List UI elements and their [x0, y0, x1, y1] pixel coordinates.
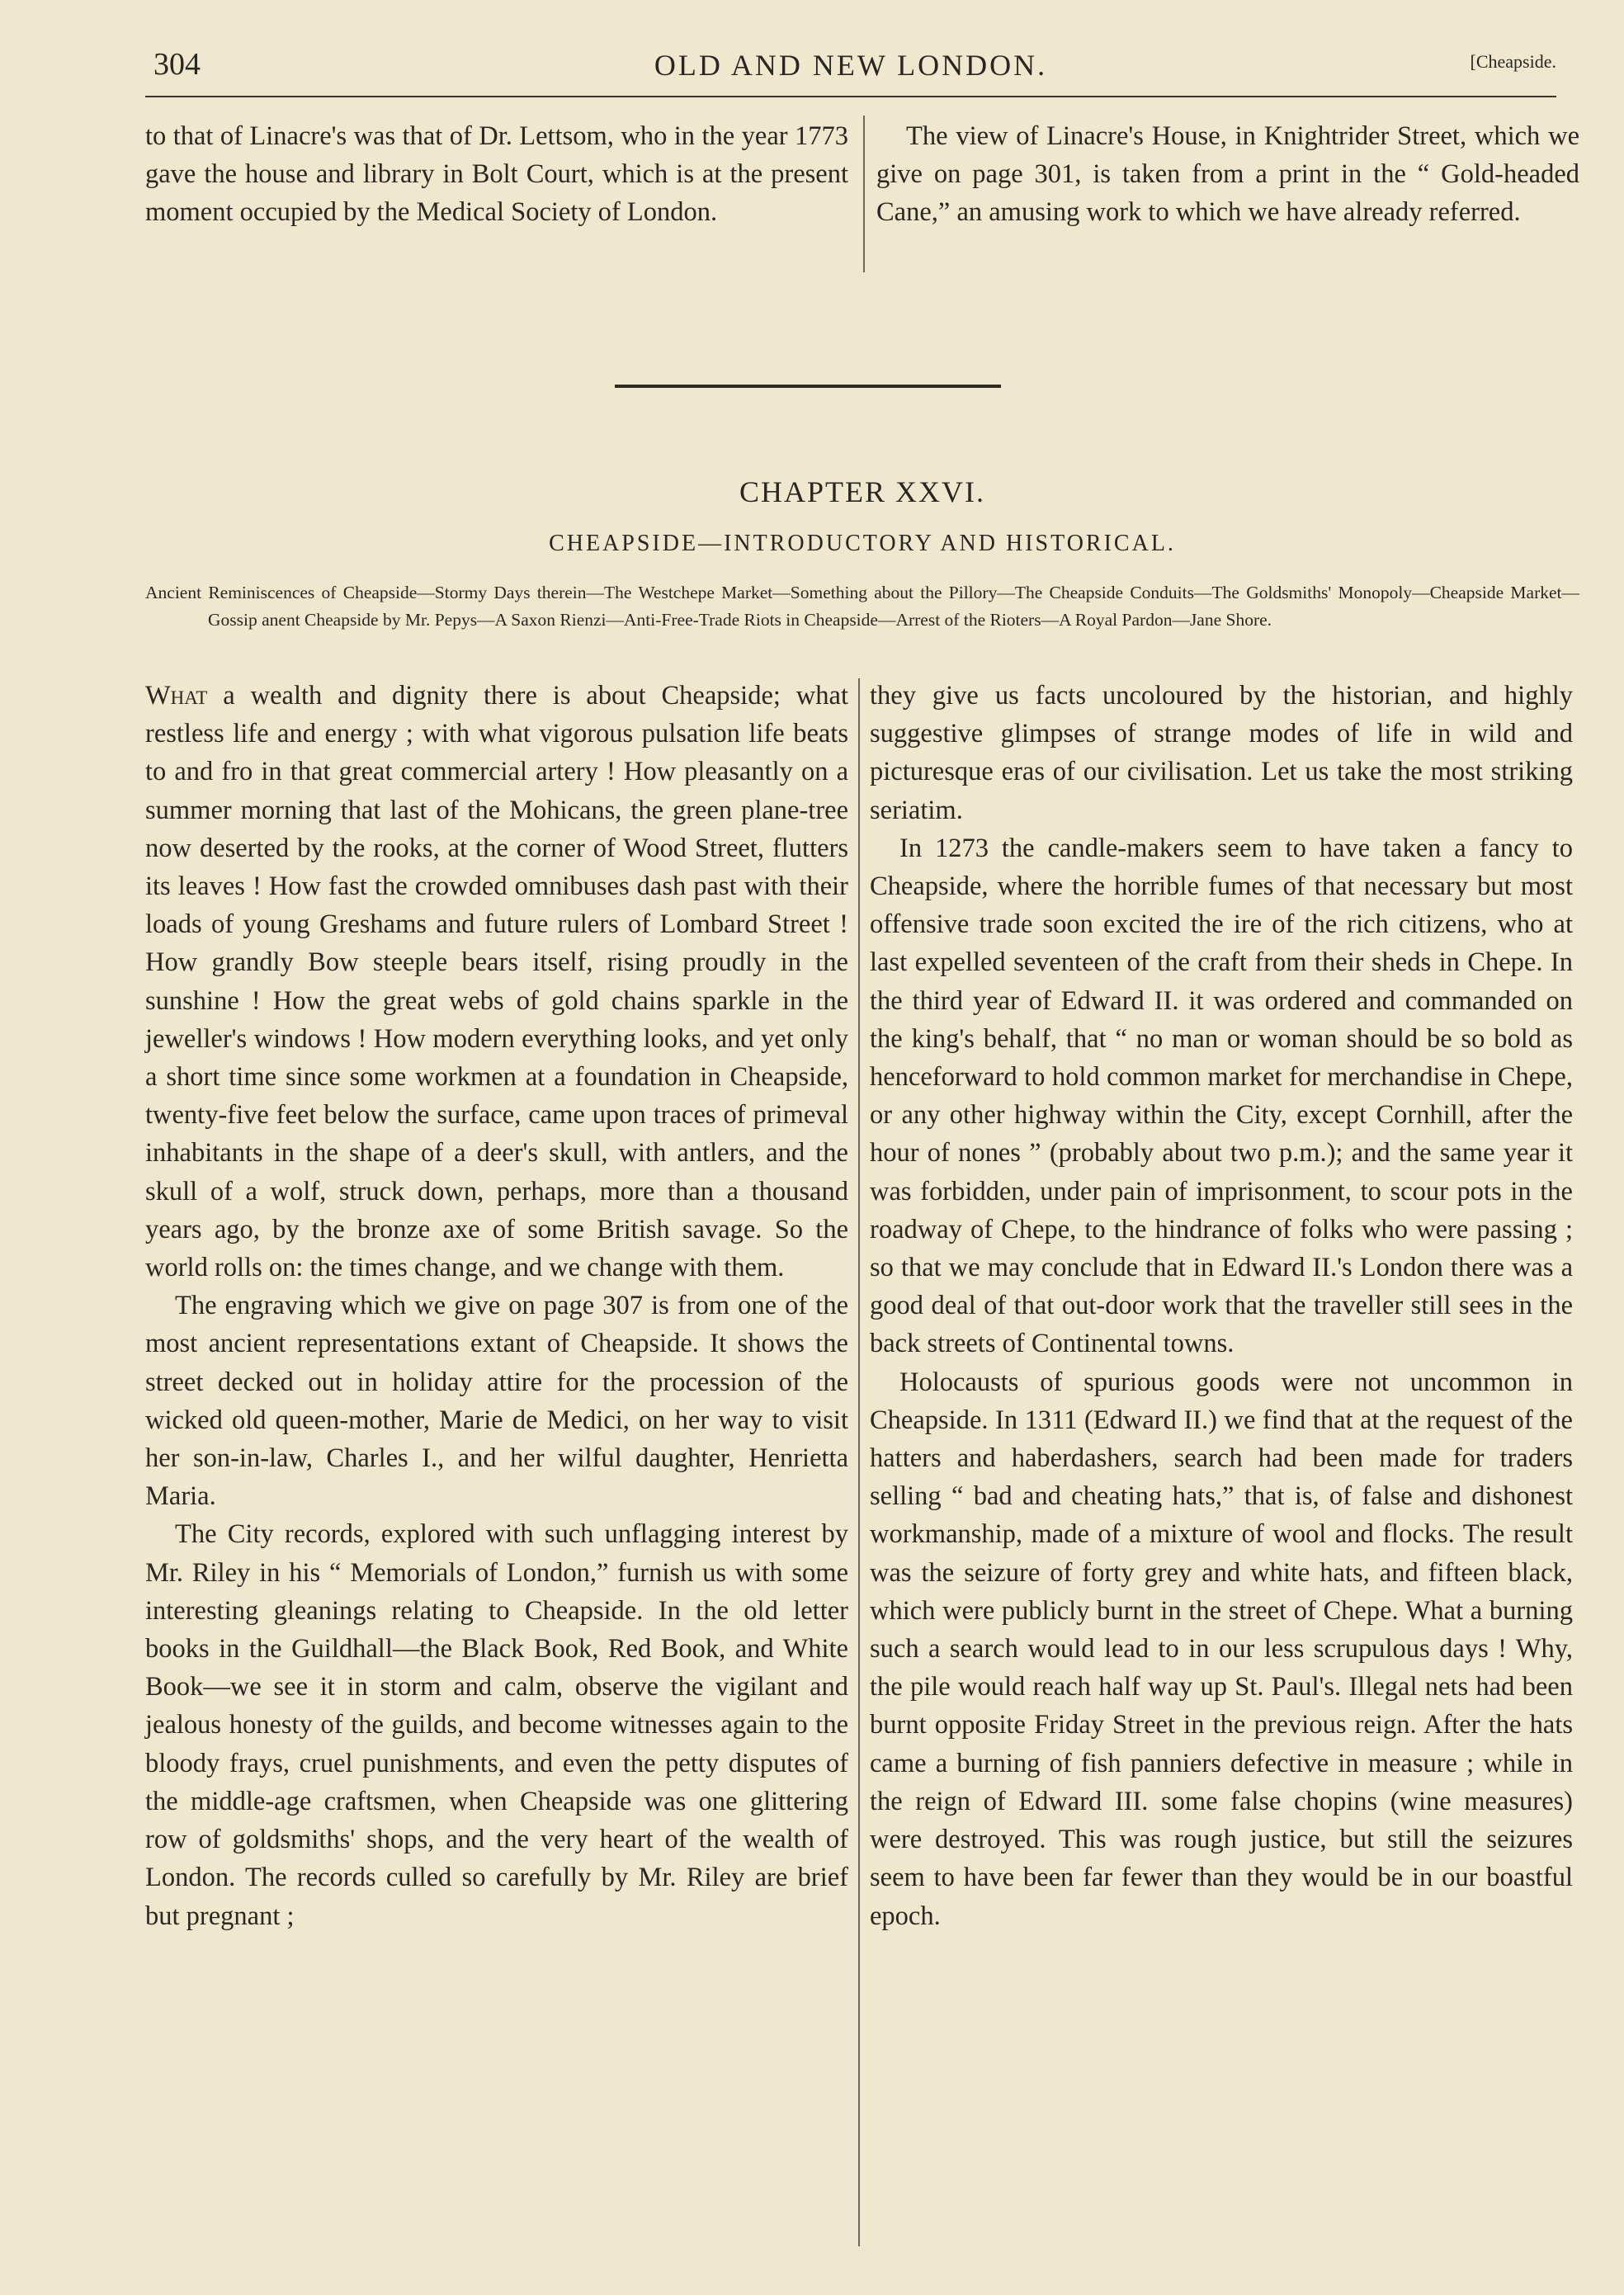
page-number: 304 [153, 47, 201, 82]
chapter-number: CHAPTER XXVI. [739, 475, 985, 508]
chapter-separator-rule [615, 385, 1001, 388]
body-paragraph: Holocausts of spurious goods were not uncommon in Cheapside. In 1311 (Edward II.) we find that at the request of the hatters and haberdashers, search had been made for traders selling “ bad and cheating hats,” that is, of false and dishonest workmanship, made of a mixture of wool and flocks. The result was the seizure of forty grey and white hats, and fifteen black, which were publicly burnt in the street of Chepe. What a burning such a search would lead to in our less scrupulous days ! Why, the pile would reach half way up St. Paul's. Illegal nets had been burnt opposite Friday Street in the previous reign. After the hats came a burning of fish panniers defective in measure ; while in the reign of Edward III. some false chopins (wine measures) were destroyed. This was rough justice, but still the seizures seem to have been far fewer than they would be in our boastful epoch. [870, 1367, 1573, 1931]
column-divider-top [863, 116, 865, 272]
body-paragraph: they give us facts uncoloured by the historian, and highly suggestive glimpses of strange modes of life in wild and picturesque eras of our civilisation. Let us take the most striking seriatim. [870, 681, 1573, 825]
chapter-subtitle: CHEAPSIDE—INTRODUCTORY AND HISTORICAL. [549, 531, 1176, 556]
main-right-column [870, 677, 1573, 1935]
top-left-column [145, 117, 848, 232]
chapter-synopsis [145, 579, 1579, 634]
main-left-column [145, 677, 848, 1935]
body-paragraph: The engraving which we give on page 307 is from one of the most ancient representations extant of Cheapside. It shows the street decked out in holiday attire for the procession of the wicked old queen-mother, Marie de Medici, on her way to visit her son-in-law, Charles I., and her wilful daughter, Henrietta Maria. [145, 1291, 848, 1512]
book-title: OLD AND NEW LONDON. [654, 49, 1048, 82]
header-rule [145, 96, 1556, 97]
paragraph-text: a wealth and dignity there is about Cheapside; what restless life and energy ; with what vigorous pulsation life beats to and fro in that great commercial artery ! How pleasantly on a summer morning that last of the Mohicans, the green plane-tree now deserted by the rooks, at the corner of Wood Street, flutters its leaves ! How fast the crowded omnibuses dash past with their loads of young Greshams and future rulers of Lombard Street ! How grandly Bow steeple bears itself, rising proudly in the sunshine ! How the great webs of gold chains sparkle in the jeweller's windows ! How modern everything looks, and yet only a short time since some workmen at a foundation in Cheapside, twenty-five feet below the surface, came upon traces of primeval inhabitants in the shape of a deer's skull, with antlers, and the skull of a wolf, struck down, perhaps, more than a thousand years ago, by the bronze axe of some British savage. So the world rolls on: the times change, and we change with them. [145, 681, 848, 1283]
section-title: [Cheapside. [1470, 51, 1556, 72]
top-right-column [876, 117, 1579, 232]
top-left-paragraph: to that of Linacre's was that of Dr. Lettsom, who in the year 1773 gave the house and library in Bolt Court, which is at the present moment occupied by the Medical Society of London. [145, 121, 848, 228]
running-header [145, 41, 1556, 92]
synopsis-text: Ancient Reminiscences of Cheapside—Stormy Days therein—The Westchepe Market—Something about the Pillory—The Cheapside Conduits—The Goldsmiths' Monopoly—Cheapside Market—Gossip anent Cheapside by Mr. Pepys—A Saxon Rienzi—Anti-Free-Trade Riots in Cheapside—Arrest of the Rioters—A Royal Pardon—Jane Shore. [145, 583, 1579, 630]
column-divider-main [858, 678, 860, 2246]
body-paragraph: The City records, explored with such unflagging interest by Mr. Riley in his “ Memorials of London,” furnish us with some interesting gleanings relating to Cheapside. In the old letter books in the Guildhall—the Black Book, Red Book, and White Book—we see it in storm and calm, observe the vigilant and jealous honesty of the guilds, and become witnesses again to the bloody frays, cruel punishments, and even the petty disputes of the middle-age craftsmen, when Cheapside was one glittering row of goldsmiths' shops, and the very heart of the wealth of London. The records culled so carefully by Mr. Riley are brief but pregnant ; [145, 1519, 848, 1931]
top-right-paragraph: The view of Linacre's House, in Knightrider Street, which we give on page 301, is taken from a print in the “ Gold-headed Cane,” an amusing work to which we have already referred. [876, 121, 1579, 228]
body-paragraph [145, 677, 848, 1287]
body-paragraph: In 1273 the candle-makers seem to have taken a fancy to Cheapside, where the horrible fumes of that necessary but most offensive trade soon excited the ire of the rich citizens, who at last expelled seventeen of the craft from their sheds in Chepe. In the third year of Edward II. it was ordered and commanded on the king's behalf, that “ no man or woman should be so bold as henceforward to hold common market for merchandise in Chepe, or any other highway within the City, except Cornhill, after the hour of nones ” (probably about two p.m.); and the same year it was forbidden, under pain of imprisonment, to scour pots in the roadway of Chepe, to the hindrance of folks who were passing ; so that we may conclude that in Edward II.'s London there was a good deal of that out-door work that the traveller still sees in the back streets of Continental towns. [870, 833, 1573, 1359]
drop-word: What [145, 681, 208, 711]
